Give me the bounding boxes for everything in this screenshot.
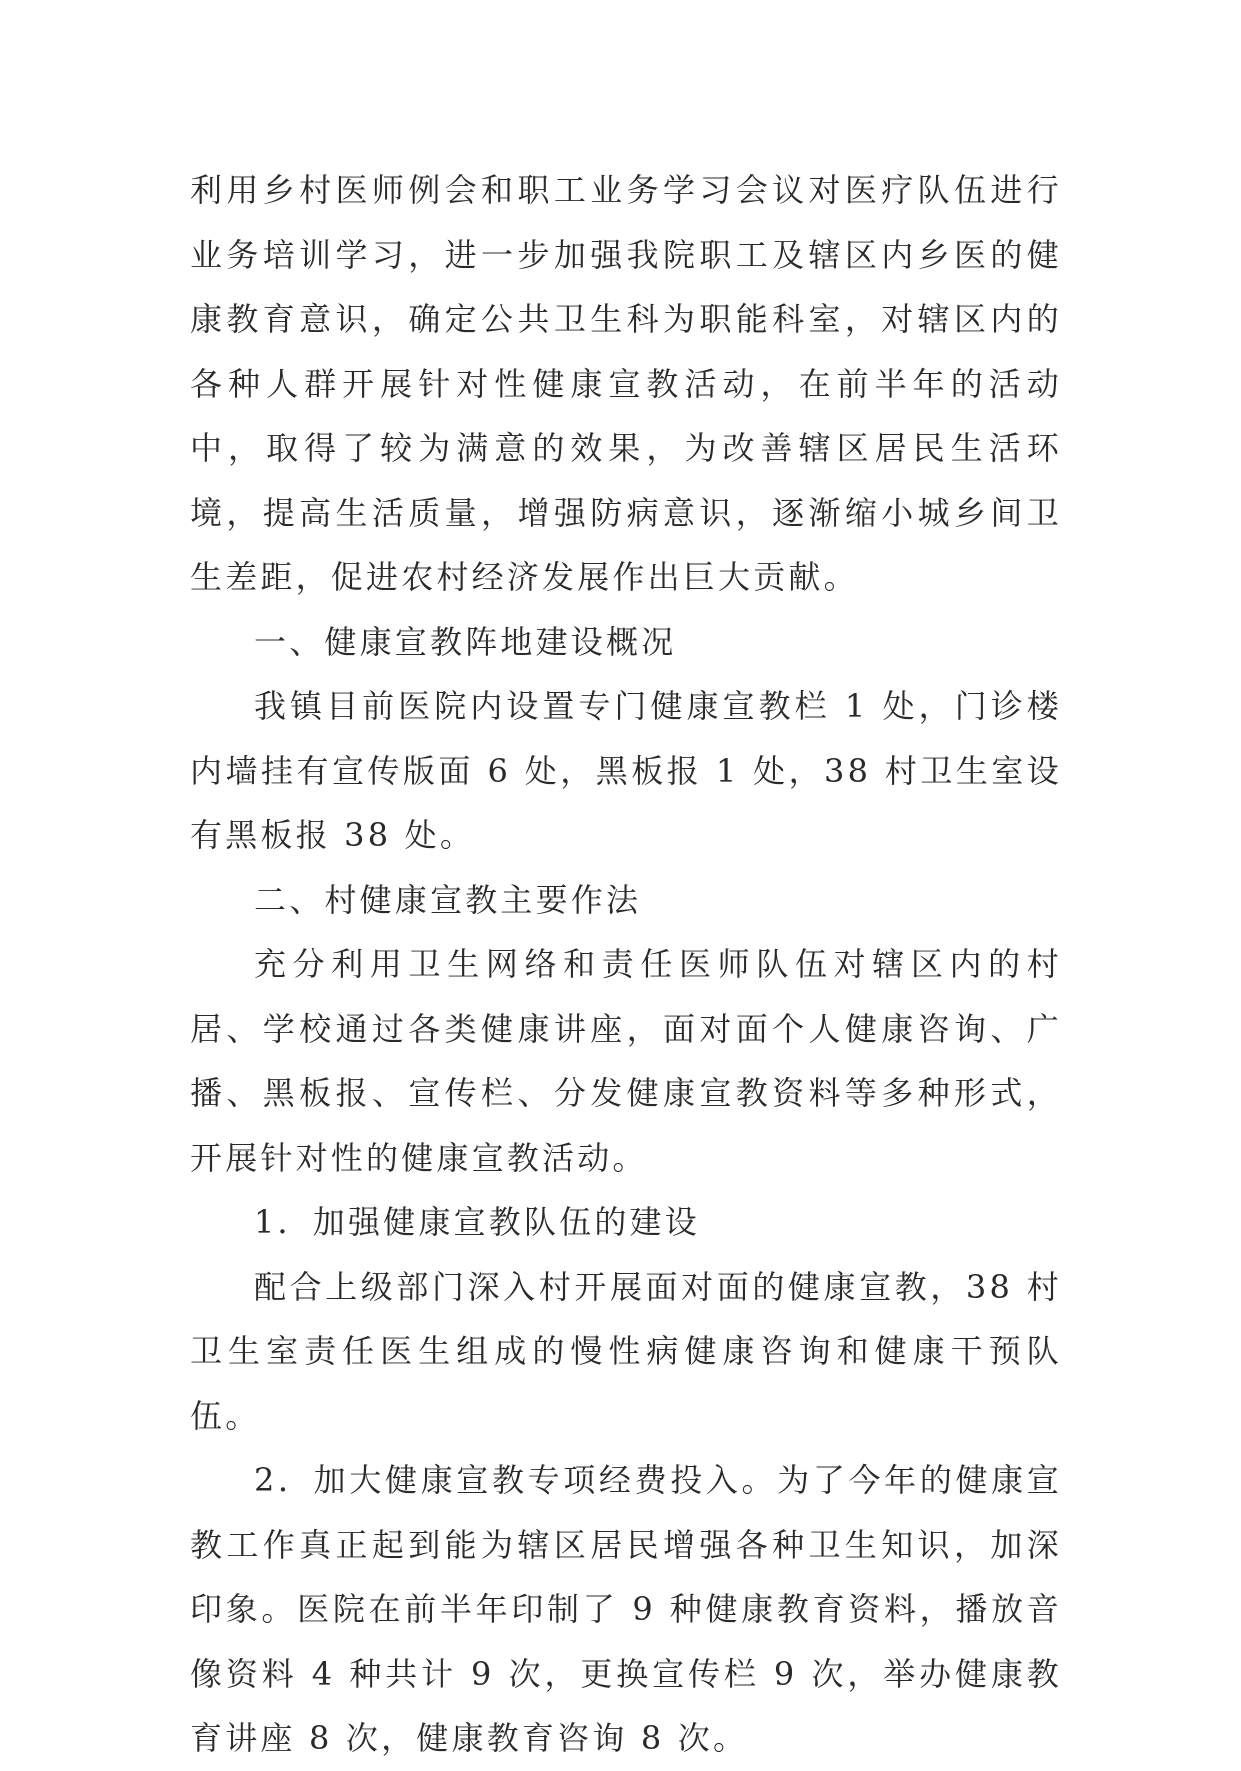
section-heading-2: 二、村健康宣教主要作法 — [254, 880, 642, 919]
paragraph-intro-continuation: 利用乡村医师例会和职工业务学习会议对医疗队伍进行业务培训学习，进一步加强我院职工及辖区内乡医的健康教育意识，确定公共卫生科为职能科室，对辖区内的各种人群开展针对性健康宣教活动，在前半年的活动中，取得了较为满意的效果，为改善辖区居民生活环境，提高生活质量，增强防病意识，逐渐缩小城乡间卫生差距，促进农村经济发展作出巨大贡献。 — [190, 171, 1062, 596]
document-body — [190, 158, 1062, 1771]
section-heading-1: 一、健康宣教阵地建设概况 — [254, 622, 677, 661]
paragraph-methods: 充分利用卫生网络和责任医师队伍对辖区内的村居、学校通过各类健康讲座，面对面个人健康咨询、广播、黑板报、宣传栏、分发健康宣教资料等多种形式，开展针对性的健康宣教活动。 — [190, 945, 1062, 1177]
paragraph-facilities: 我镇目前医院内设置专门健康宣教栏 1 处，门诊楼内墙挂有宣传版面 6 处，黑板报 1 处，38 村卫生室设有黑板报 38 处。 — [190, 687, 1062, 854]
subsection-heading-1: 1．加强健康宣教队伍的建设 — [254, 1203, 700, 1241]
paragraph-team: 配合上级部门深入村开展面对面的健康宣教，38 村卫生室责任医生组成的慢性病健康咨询和健康干预队伍。 — [190, 1267, 1062, 1435]
paragraph-funding: 2．加大健康宣教专项经费投入。为了今年的健康宣教工作真正起到能为辖区居民增强各种卫生知识，加深印象。医院在前半年印制了 9 种健康教育资料，播放音像资料 4 种共计 9 次，更换宣传栏 9 次，举办健康教育讲座 8 次，健康教育咨询 8 次。 — [190, 1461, 1062, 1757]
